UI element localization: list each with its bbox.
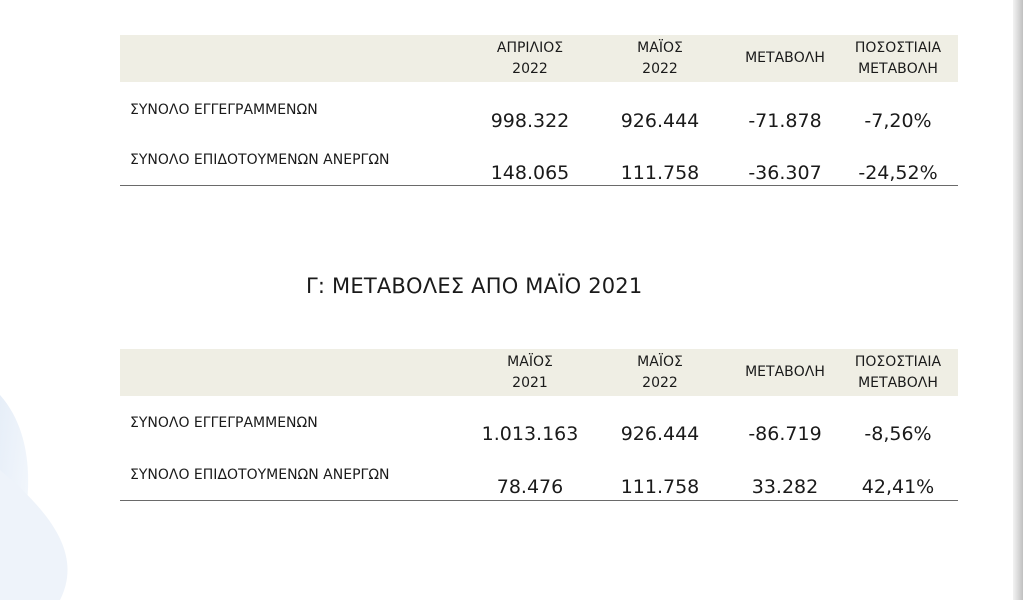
row-label-registered: ΣΥΝΟΛΟ ΕΓΓΕΓΡΑΜΜΕΝΩΝ xyxy=(130,102,318,118)
header-col-4: ΠΟΣΟΣΤΙΑΙΑ ΜΕΤΑΒΟΛΗ xyxy=(854,39,942,77)
cell-value: 33.282 xyxy=(751,476,819,498)
header-col-4: ΠΟΣΟΣΤΙΑΙΑ ΜΕΤΑΒΟΛΗ xyxy=(854,353,942,391)
header-col-1: ΑΠΡΙΛΙΟΣ 2022 xyxy=(496,39,564,77)
row-label-subsidized: ΣΥΝΟΛΟ ΕΠΙΔΟΤΟΥΜΕΝΩΝ ΑΝΕΡΓΩΝ xyxy=(130,467,390,483)
cell-value: 926.444 xyxy=(620,110,700,132)
cell-value: -36.307 xyxy=(748,162,822,184)
cell-value: -71.878 xyxy=(748,110,822,132)
page-edge-shadow xyxy=(1013,0,1023,600)
cell-value: -24,52% xyxy=(858,162,938,184)
cell-value: 926.444 xyxy=(620,423,700,445)
table-header-row xyxy=(120,349,958,396)
cell-value: 42,41% xyxy=(861,476,935,498)
header-col-2: ΜΑΪΟΣ 2022 xyxy=(637,39,683,77)
header-col-2: ΜΑΪΟΣ 2022 xyxy=(637,353,683,391)
cell-value: 148.065 xyxy=(490,162,570,184)
table-bottom-rule xyxy=(120,500,958,501)
cell-value: -7,20% xyxy=(864,110,932,132)
row-label-registered: ΣΥΝΟΛΟ ΕΓΓΕΓΡΑΜΜΕΝΩΝ xyxy=(130,415,318,431)
table-header-row xyxy=(120,35,958,82)
section-title: Γ: ΜΕΤΑΒΟΛΕΣ ΑΠΟ ΜΑΪΟ 2021 xyxy=(306,274,643,298)
cell-value: -86.719 xyxy=(748,423,822,445)
cell-value: 1.013.163 xyxy=(481,423,579,445)
cell-value: 78.476 xyxy=(496,476,564,498)
header-col-3: ΜΕΤΑΒΟΛΗ xyxy=(745,364,825,380)
cell-value: -8,56% xyxy=(864,423,932,445)
header-col-3: ΜΕΤΑΒΟΛΗ xyxy=(745,50,825,66)
cell-value: 998.322 xyxy=(490,110,570,132)
header-col-1: ΜΑΪΟΣ 2021 xyxy=(507,353,553,391)
table-bottom-rule xyxy=(120,185,958,186)
row-label-subsidized: ΣΥΝΟΛΟ ΕΠΙΔΟΤΟΥΜΕΝΩΝ ΑΝΕΡΓΩΝ xyxy=(130,152,390,168)
cell-value: 111.758 xyxy=(620,162,700,184)
cell-value: 111.758 xyxy=(620,476,700,498)
